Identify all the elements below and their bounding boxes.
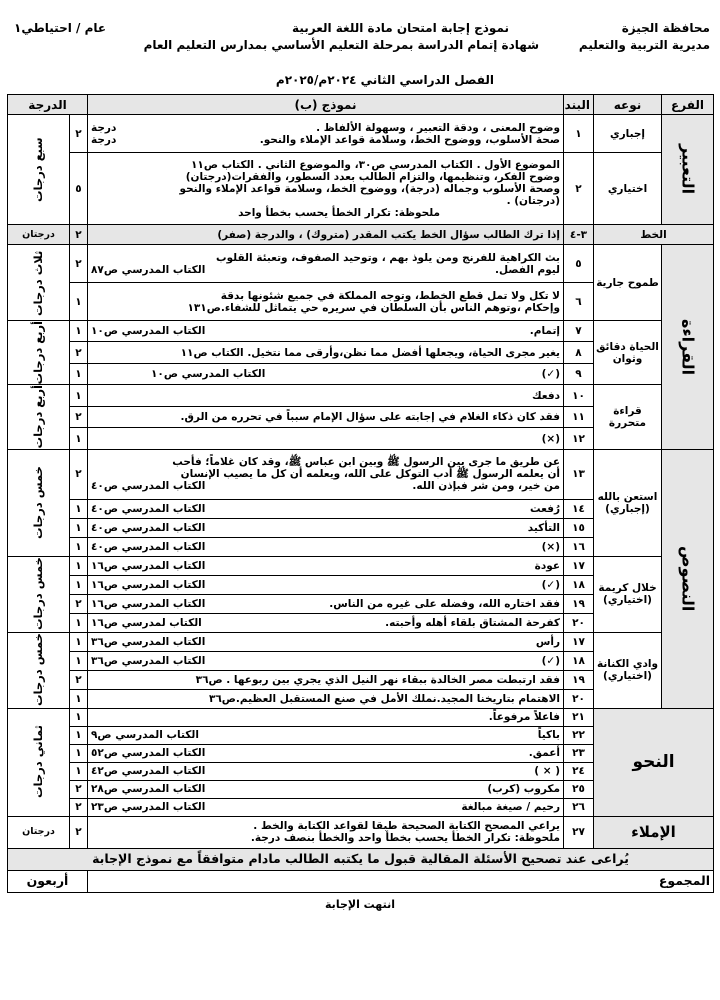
points: ١ [70, 321, 88, 342]
item-number: ٢٦ [564, 798, 594, 816]
answer-line: فاعلاً مرفوعاً. [488, 711, 560, 724]
book-reference: الكتاب المدرسي ص٣٦ [91, 635, 206, 648]
answer-line: (✓) [541, 654, 560, 667]
answer-line: (×) [541, 540, 560, 553]
total-label: المجموع [88, 870, 714, 892]
points: ١ [70, 283, 88, 321]
item-number: ١٩ [564, 594, 594, 613]
item-number: ٢٠ [564, 613, 594, 632]
answer-line: باكياً [537, 729, 560, 742]
points: ١ [70, 762, 88, 780]
answer-line: صحة الأسلوب، ووضوح الخط، وسلامة قواعد الإملاء والنحو. [259, 133, 560, 146]
grade-reading-3: أربع درجات [7, 385, 69, 449]
book-reference: الكتاب المدرسي ص٩ [91, 729, 199, 742]
passage-title: وادي الكنانة (اختياري) [594, 632, 662, 708]
answer-line: وضوح المعنى ، ودقة التعبير ، وسهولة الألفاظ . [316, 121, 560, 134]
grading-note: يُراعى عند تصحيح الأسئلة المقالية قبول ما يكتبه الطالب مادام متوافقاً مع نموذج الإجابة [7, 848, 713, 870]
end-of-answers: انتهت الإجابة [325, 897, 395, 911]
points: ١ [70, 518, 88, 537]
points: ٢ [70, 449, 88, 499]
answer-line: إتمام. [529, 325, 560, 338]
item-number: ١٩ [564, 670, 594, 689]
book-reference: الكتاب المدرسي ص٢٣ [91, 801, 206, 814]
answer-text [88, 363, 564, 385]
points: ٢ [70, 406, 88, 427]
section-expression: التعبير [662, 115, 714, 225]
answer-line: (درجتان) . [506, 194, 560, 207]
answer-text [88, 283, 564, 321]
item-number: ٨ [564, 342, 594, 363]
grade-texts-1: خمس درجات [7, 449, 69, 556]
col-grade: الدرجة [7, 95, 87, 115]
book-reference: الكتاب المدرسي ص١٠ [151, 368, 266, 381]
answer-line: لا تكل ولا تمل قطع الخطط، وتوجه المملكة في جميع شئونها بدقة [220, 289, 560, 302]
document-header [6, 6, 714, 94]
col-item: البند [564, 95, 594, 115]
item-number: ٢٠ [564, 689, 594, 708]
points: ١ [70, 575, 88, 594]
points: ٢ [70, 225, 88, 245]
points: ١ [70, 537, 88, 556]
book-reference: الكتاب المدرسي ص٤٠ [91, 540, 206, 553]
exam-type: عام / احتياطي١ [14, 21, 107, 35]
answer-text [88, 575, 564, 594]
grade-handwriting: درجتان [7, 225, 69, 245]
answer-line: ( × ) [534, 765, 560, 778]
book-reference: الكتاب المدرسي ص٤٠ [91, 521, 206, 534]
answer-text: إذا ترك الطالب سؤال الخط يكتب المقدر (متروك) ، والدرجة (صفر) [88, 225, 564, 245]
exam-title: نموذج إجابة امتحان مادة اللغة العربية [292, 21, 509, 35]
table-row [7, 632, 713, 651]
answer-text [88, 744, 564, 762]
section-texts: النصوص [662, 449, 714, 708]
answer-line: ليوم الفصل. [495, 263, 560, 276]
grade-texts-3: خمس درجات [7, 632, 69, 708]
item-number: ١٦ [564, 537, 594, 556]
answer-line: وصحة الأسلوب وجماله (درجة)، ووضوح الخط، وسلامة قواعد الإملاء والنحو [179, 182, 560, 195]
item-number: ١٠ [564, 385, 594, 406]
kind-mandatory: إجباري [594, 115, 662, 153]
answer-line: (✓) [541, 368, 560, 381]
table-row [7, 708, 713, 726]
answer-text [88, 499, 564, 518]
answer-note: ملحوظة: تكرار الخطأ يحسب بخطأ واحد [238, 206, 440, 219]
col-model: نموذج (ب) [88, 95, 564, 115]
answer-line: بث الكراهية للفرنج ومن يلوذ بهم ، وتوحيد الصفوف، وتعبئة القلوب [216, 251, 560, 264]
answer-text [88, 708, 564, 726]
answer-text [88, 153, 564, 225]
section-grammar: النحو [594, 708, 714, 816]
points: ١ [70, 556, 88, 575]
item-number: ١٤ [564, 499, 594, 518]
book-reference: الكتاب المدرسي ص٤٢ [91, 765, 206, 778]
total-value: أربعون [7, 870, 87, 892]
table-row [7, 245, 713, 283]
answer-text [88, 651, 564, 670]
directorate: مديرية التربية والتعليم [578, 38, 710, 52]
table-header-row [7, 95, 713, 115]
table-row [7, 870, 713, 892]
section-handwriting: الخط [594, 225, 714, 245]
answer-line: الموضوع الأول . الكتاب المدرسي ص٣٠، والموضوع الثاني . الكتاب ص١١ [191, 158, 560, 171]
certificate-title: شهادة إتمام الدراسة بمرحلة التعليم الأساسي بمدارس التعليم العام [143, 38, 539, 52]
book-reference: الكتاب المدرسي ص٨٧ [91, 263, 206, 276]
header-center [109, 20, 539, 54]
item-number: ٥ [564, 245, 594, 283]
answer-text: يغير مجرى الحياة، ويجعلها أفضل مما نظن،وأرقى مما نتخيل. الكتاب ص١١ [88, 342, 564, 363]
answer-line: كفرحة المشتاق بلقاء أهله وأحبته. [385, 616, 560, 629]
answer-text [88, 556, 564, 575]
passage-title: قراءة متحررة [594, 385, 662, 449]
passage-title: خلال كريمة (اختياري) [594, 556, 662, 632]
governorate: محافظة الجيزة [621, 21, 710, 35]
points: ٥ [70, 153, 88, 225]
item-number: ٦ [564, 283, 594, 321]
book-reference: الكتاب المدرسي ص١٦ [91, 578, 206, 591]
table-row [7, 115, 713, 153]
points: ١ [70, 428, 88, 450]
points: ٢ [70, 816, 88, 848]
col-kind: نوعه [594, 95, 662, 115]
points: ١ [70, 708, 88, 726]
answer-line: أعمق. [528, 747, 560, 760]
book-reference: الكتاب المدرسي ص٥٢ [91, 747, 206, 760]
points: ١ [70, 632, 88, 651]
grade-grammar: ثماني درجات [7, 708, 69, 816]
answer-text [88, 115, 564, 153]
points: ١ [70, 726, 88, 744]
grade-expression: سبع درجات [7, 115, 69, 225]
grade-dictation: درجتان [7, 816, 69, 848]
item-number: ٣-٤ [564, 225, 594, 245]
passage-title: الحياة دقائق وثوان [594, 321, 662, 385]
col-branch: الفرع [662, 95, 714, 115]
item-number: ١٥ [564, 518, 594, 537]
answer-text [88, 780, 564, 798]
book-reference: الكتاب المدرسي ص٣٦ [91, 654, 206, 667]
table-row [7, 385, 713, 406]
item-number: ٧ [564, 321, 594, 342]
table-row [7, 556, 713, 575]
answer-line: التأكيد [527, 521, 560, 534]
answer-text: (×) [88, 428, 564, 450]
grade-reading-1: ثلاث درجات [7, 245, 69, 321]
answer-text: دفعك [88, 385, 564, 406]
answer-text [88, 798, 564, 816]
points: ٢ [70, 594, 88, 613]
item-number: ١٣ [564, 449, 594, 499]
item-number: ٢٤ [564, 762, 594, 780]
answer-text [88, 762, 564, 780]
item-number: ١٧ [564, 556, 594, 575]
item-number: ٢١ [564, 708, 594, 726]
book-reference: الكتاب المدرسي ص٢٨ [91, 783, 206, 796]
semester: الفصل الدراسي الثاني ٢٠٢٤م/٢٠٢٥م [275, 73, 494, 87]
item-number: ٢٣ [564, 744, 594, 762]
answer-text [88, 594, 564, 613]
line-grade: درجة [91, 133, 117, 146]
answer-text [88, 726, 564, 744]
answer-line: رأس [535, 635, 560, 648]
item-number: ١٨ [564, 575, 594, 594]
table-row [7, 321, 713, 342]
item-number: ١ [564, 115, 594, 153]
points: ٢ [70, 245, 88, 283]
answer-text [88, 816, 564, 848]
answer-line: من خير، ومن شر فبإذن الله. [412, 480, 560, 493]
answer-line: (✓) [541, 578, 560, 591]
table-row [7, 816, 713, 848]
item-number: ١١ [564, 406, 594, 427]
points: ١ [70, 689, 88, 708]
item-number: ١٨ [564, 651, 594, 670]
grade-reading-2: أربع درجات [7, 321, 69, 385]
answer-text [88, 632, 564, 651]
points: ٢ [70, 798, 88, 816]
answer-text [88, 321, 564, 342]
table-row [7, 848, 713, 870]
points: ٢ [70, 780, 88, 798]
answer-line: يراعي المصحح الكتابة الصحيحة طبقا لقواعد الكتابة والخط . [253, 820, 560, 833]
answer-line: أن يعلمه الرسول ﷺ أدب التوكل على الله، ويعلمه أن كل ما يصيب الإنسان [180, 468, 560, 481]
points: ٢ [70, 342, 88, 363]
item-number: ١٧ [564, 632, 594, 651]
item-number: ٩ [564, 363, 594, 385]
answer-note: ملحوظة: تكرار الخطأ يحسب بخطأ واحد والخطأ بنصف درجة. [250, 832, 560, 845]
answer-text [88, 449, 564, 499]
answer-line: وضوح الفكر، وتنظيمها، والتزام الطالب بعدد السطور، والفقرات(درجتان) [185, 170, 560, 183]
header-right [579, 20, 710, 54]
grade-texts-2: خمس درجات [7, 556, 69, 632]
answer-line: وإحكام ،وتوهم الناس بأن السلطان في سريره حي يتماثل للشفاء.ص١٣١ [187, 301, 560, 314]
answer-text: فقد كان ذكاء الغلام في إجابته على سؤال الإمام سبباً في تحرره من الرق. [88, 406, 564, 427]
section-dictation: الإملاء [594, 816, 714, 848]
book-reference: الكتاب لمدرسي ص١٦ [91, 616, 202, 629]
points: ١ [70, 744, 88, 762]
answer-text: فقد ارتبطت مصر الخالدة ببقاء نهر النيل الذي يجري بين ربوعها . ص٣٦ [88, 670, 564, 689]
points: ١ [70, 363, 88, 385]
answer-text [88, 613, 564, 632]
item-number: ١٢ [564, 428, 594, 450]
table-row [7, 225, 713, 245]
item-number: ٢ [564, 153, 594, 225]
book-reference: الكتاب المدرسي ص٤٠ [91, 502, 206, 515]
answer-line: مكروب (كرب) [487, 783, 560, 796]
passage-title: استعن بالله (إجباري) [594, 449, 662, 556]
answer-line: عن طريق ما جرى بين الرسول ﷺ وبين ابن عباس ﷺ، وقد كان غلاماً؛ فأحب [172, 456, 560, 469]
table-row [7, 449, 713, 499]
points: ٢ [70, 115, 88, 153]
points: ١ [70, 651, 88, 670]
points: ١ [70, 385, 88, 406]
table-row [7, 153, 713, 225]
book-reference: الكتاب المدرسي ص١٦ [91, 559, 206, 572]
answer-line: فقد اختاره الله، وفضله على غيره من الناس. [329, 597, 560, 610]
passage-title: طموح جارية [594, 245, 662, 321]
answer-line: رُفعت [530, 502, 560, 515]
item-number: ٢٥ [564, 780, 594, 798]
answer-line: رحيم / صيغة مبالغة [461, 801, 560, 814]
answer-text: الاهتمام بتاريخنا المجيد.نملك الأمل في صنع المستقبل العظيم.ص٣٦ [88, 689, 564, 708]
book-reference: الكتاب المدرسي ص١٠ [91, 325, 206, 338]
book-reference: الكتاب المدرسي ص١٦ [91, 597, 206, 610]
item-number: ٢٧ [564, 816, 594, 848]
points: ٢ [70, 670, 88, 689]
points: ١ [70, 613, 88, 632]
kind-optional: اختياري [594, 153, 662, 225]
section-reading: القراءة [662, 245, 714, 450]
answer-text [88, 245, 564, 283]
answer-text [88, 537, 564, 556]
answer-text [88, 518, 564, 537]
book-reference: الكتاب المدرسي ص٤٠ [91, 480, 206, 493]
item-number: ٢٢ [564, 726, 594, 744]
points: ١ [70, 499, 88, 518]
answer-line: عودة [534, 559, 560, 572]
answer-table [7, 94, 714, 893]
line-grade: درجة [91, 121, 117, 134]
